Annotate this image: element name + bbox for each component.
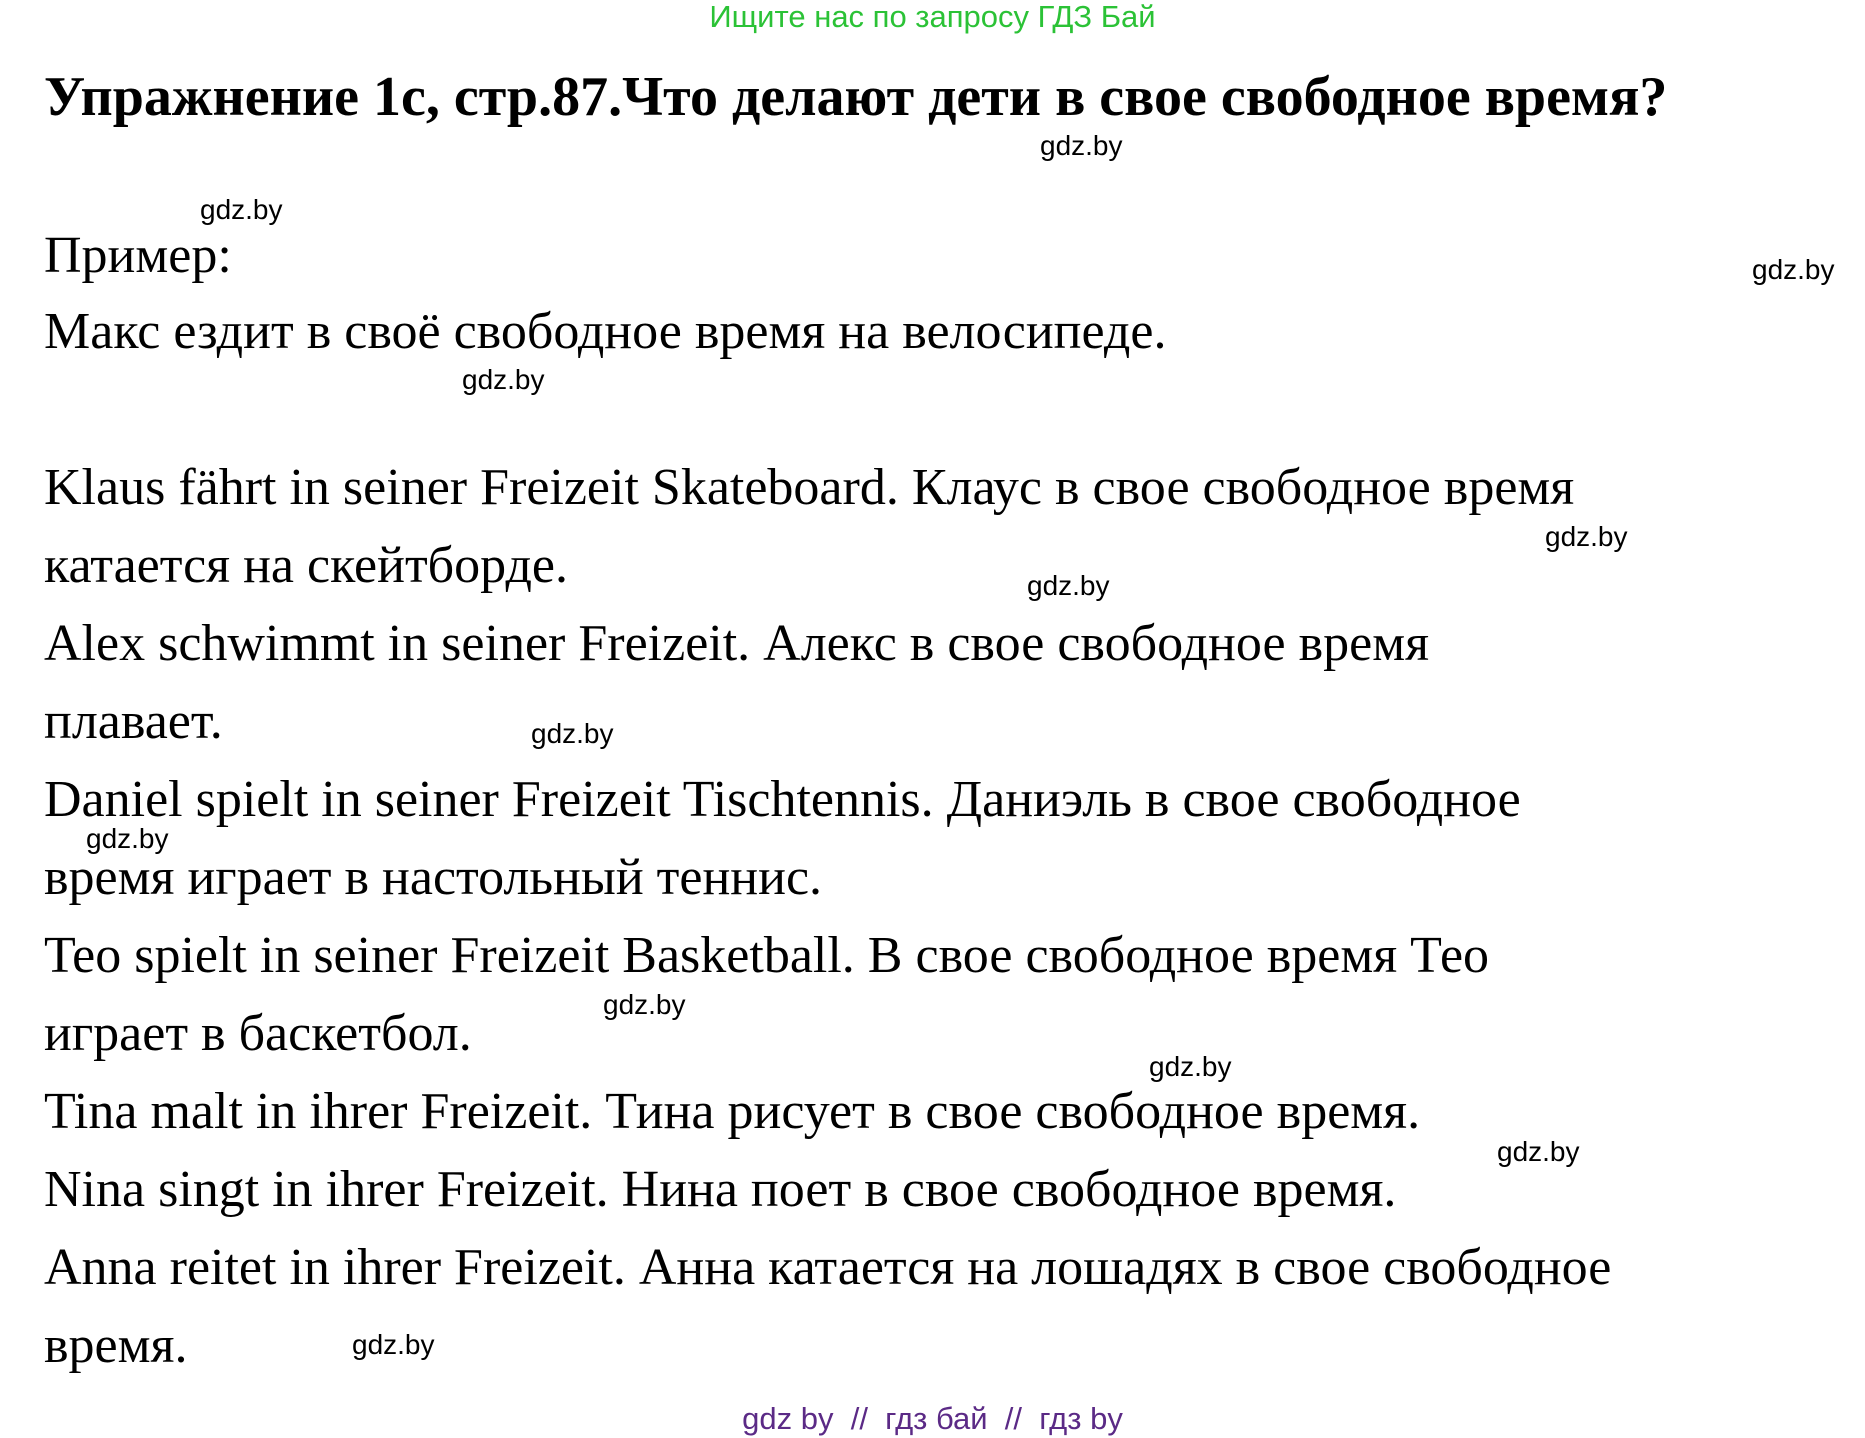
top-banner: Ищите нас по запросу ГДЗ Бай	[709, 0, 1156, 34]
text-line: Alex schwimmt in seiner Freizeit. Алекс в свое свободное время	[44, 615, 1430, 672]
page-title: Упражнение 1с, стр.87.Что делают дети в свое свободное время?	[44, 66, 1668, 128]
watermark: gdz.by	[462, 364, 545, 395]
text-line: плавает.	[44, 693, 223, 750]
watermark: gdz.by	[1545, 521, 1628, 552]
watermark: gdz.by	[86, 823, 169, 854]
watermark: gdz.by	[1040, 130, 1123, 161]
watermark: gdz.by	[603, 989, 686, 1020]
watermark: gdz.by	[1027, 570, 1110, 601]
watermark: gdz.by	[1752, 254, 1835, 285]
watermark: gdz.by	[352, 1329, 435, 1360]
text-line: Nina singt in ihrer Freizeit. Нина поет в свое свободное время.	[44, 1161, 1397, 1218]
text-line: Daniel spielt in seiner Freizeit Tischtennis. Даниэль в свое свободное	[44, 771, 1521, 828]
watermark: gdz.by	[1497, 1136, 1580, 1167]
footer-links: gdz by // гдз бай // гдз by	[742, 1401, 1123, 1436]
example-label: Пример:	[44, 227, 232, 284]
watermark: gdz.by	[1149, 1051, 1232, 1082]
text-line: играет в баскетбол.	[44, 1005, 472, 1062]
text-line: время.	[44, 1317, 188, 1374]
text-line: катается на скейтборде.	[44, 537, 568, 594]
text-line: Tina malt in ihrer Freizeit. Тина рисует в свое свободное время.	[44, 1083, 1421, 1140]
text-line: Teo spielt in seiner Freizeit Basketball. В свое свободное время Тео	[44, 927, 1490, 984]
example-text: Макс ездит в своё свободное время на велосипеде.	[44, 303, 1167, 360]
text-line: Klaus fährt in seiner Freizeit Skateboard. Клаус в свое свободное время	[44, 459, 1575, 516]
watermark: gdz.by	[531, 718, 614, 749]
watermark: gdz.by	[200, 194, 283, 225]
text-line: время играет в настольный теннис.	[44, 849, 823, 906]
text-line: Anna reitet in ihrer Freizeit. Анна катается на лошадях в свое свободное	[44, 1239, 1612, 1296]
